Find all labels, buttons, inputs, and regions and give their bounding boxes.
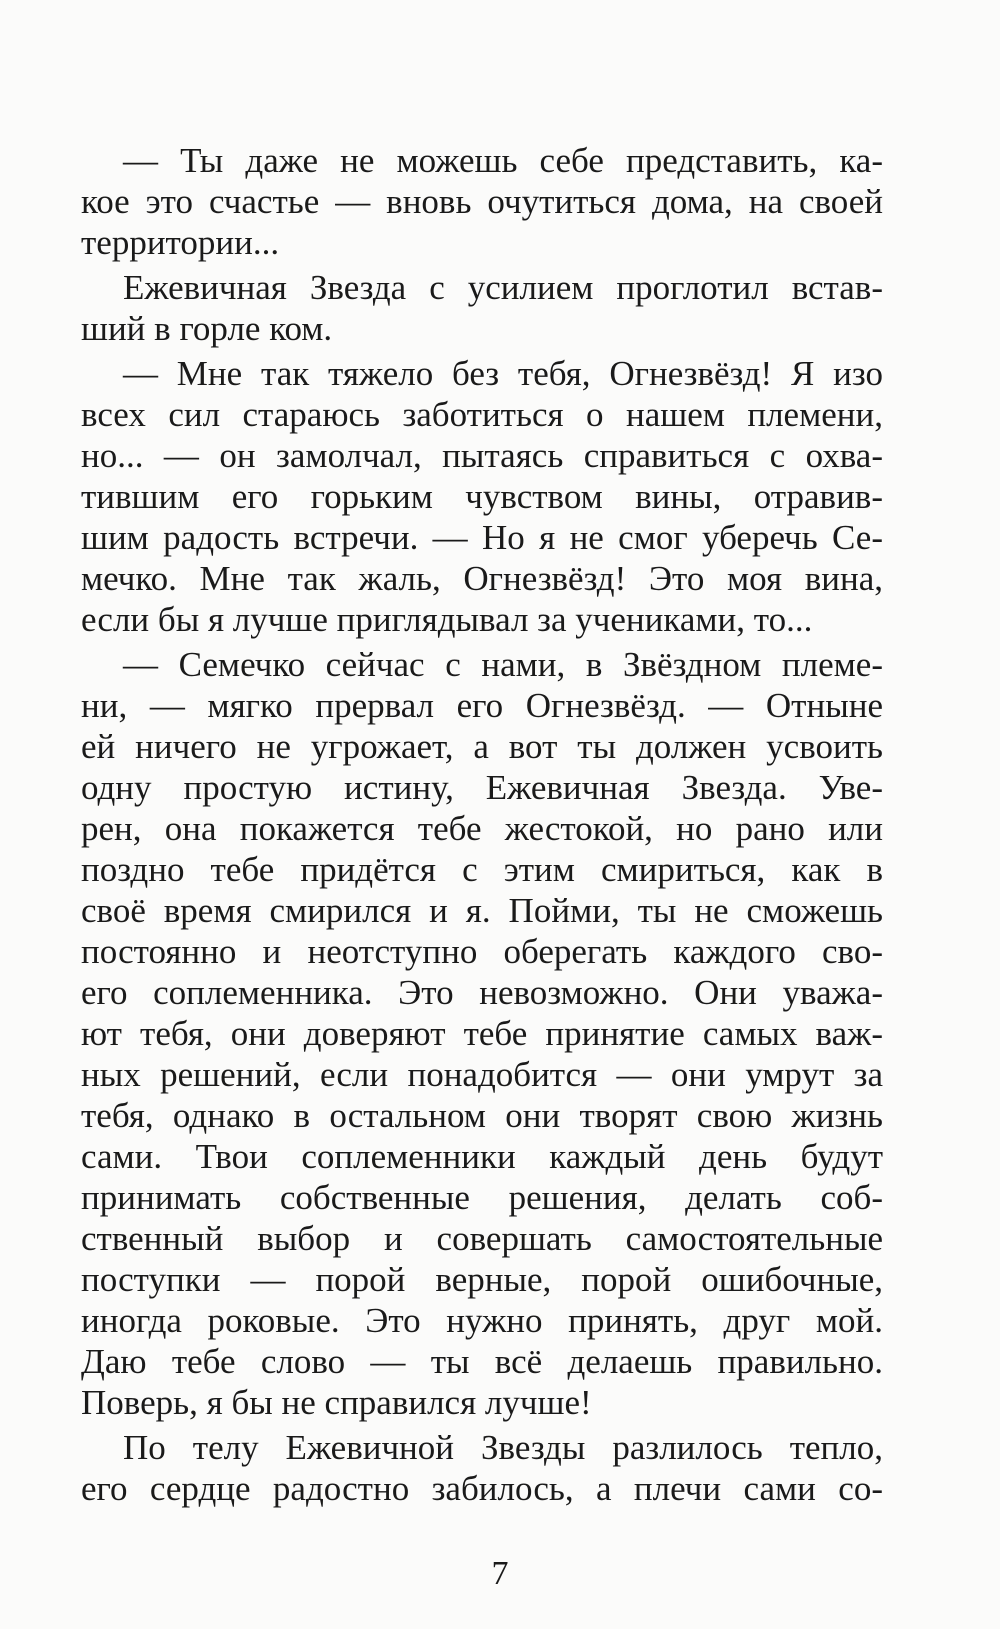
text-line: постоянно и неотступно оберегать каждого сво- <box>81 932 883 971</box>
text-line: его соплеменника. Это невозможно. Они уважа- <box>81 973 883 1012</box>
text-line: ных решений, если понадобится — они умрут за <box>81 1055 883 1094</box>
text-line: сами. Твои соплеменники каждый день будут <box>81 1137 883 1176</box>
text-line: ют тебя, они доверяют тебе принятие самых важ- <box>81 1014 883 1053</box>
text-line: кое это счастье — вновь очутиться дома, на своей <box>81 182 883 221</box>
text-line: — Мне так тяжело без тебя, Огнезвёзд! Я изо <box>123 354 883 393</box>
paragraph <box>81 644 883 1423</box>
text-line: своё время смирился и я. Пойми, ты не сможешь <box>81 891 883 930</box>
text-line: — Семечко сейчас с нами, в Звёздном племе- <box>123 645 883 684</box>
text-line: поздно тебе придётся с этим смириться, как в <box>81 850 883 889</box>
text-line: ственный выбор и совершать самостоятельные <box>81 1219 883 1258</box>
body-text <box>81 140 883 1509</box>
text-line: шим радость встречи. — Но я не смог уберечь Се- <box>81 518 883 557</box>
text-line: — Ты даже не можешь себе представить, ка- <box>123 141 883 180</box>
text-line: мечко. Мне так жаль, Огнезвёзд! Это моя вина, <box>81 559 883 598</box>
text-line: поступки — порой верные, порой ошибочные, <box>81 1260 883 1299</box>
paragraph <box>81 267 883 349</box>
text-line: Поверь, я бы не справился лучше! <box>81 1383 592 1422</box>
text-line: тебя, однако в остальном они творят свою жизнь <box>81 1096 883 1135</box>
page-number: 7 <box>491 1555 509 1592</box>
text-line: Даю тебе слово — ты всё делаешь правильно. <box>81 1342 883 1381</box>
text-line: его сердце радостно забилось, а плечи сами со- <box>81 1469 883 1508</box>
text-line: тившим его горьким чувством вины, отравив- <box>81 477 883 516</box>
paragraph <box>81 1427 883 1509</box>
text-line: ший в горле ком. <box>81 309 333 348</box>
text-line: ни, — мягко прервал его Огнезвёзд. — Отныне <box>81 686 883 725</box>
text-line: но... — он замолчал, пытаясь справиться с охва- <box>81 436 883 475</box>
text-line: иногда роковые. Это нужно принять, друг мой. <box>81 1301 883 1340</box>
text-line: если бы я лучше приглядывал за учениками, то... <box>81 600 813 639</box>
text-line: Ежевичная Звезда с усилием проглотил встав- <box>123 268 883 307</box>
text-line: всех сил стараюсь заботиться о нашем племени, <box>81 395 883 434</box>
text-line: территории... <box>81 223 280 262</box>
text-line: рен, она покажется тебе жестокой, но рано или <box>81 809 883 848</box>
paragraph <box>81 140 883 263</box>
text-line: ей ничего не угрожает, а вот ты должен усвоить <box>81 727 883 766</box>
text-line: одну простую истину, Ежевичная Звезда. Уве- <box>81 768 883 807</box>
text-line: принимать собственные решения, делать соб- <box>81 1178 883 1217</box>
paragraph <box>81 353 883 640</box>
text-line: По телу Ежевичной Звезды разлилось тепло, <box>123 1428 883 1467</box>
